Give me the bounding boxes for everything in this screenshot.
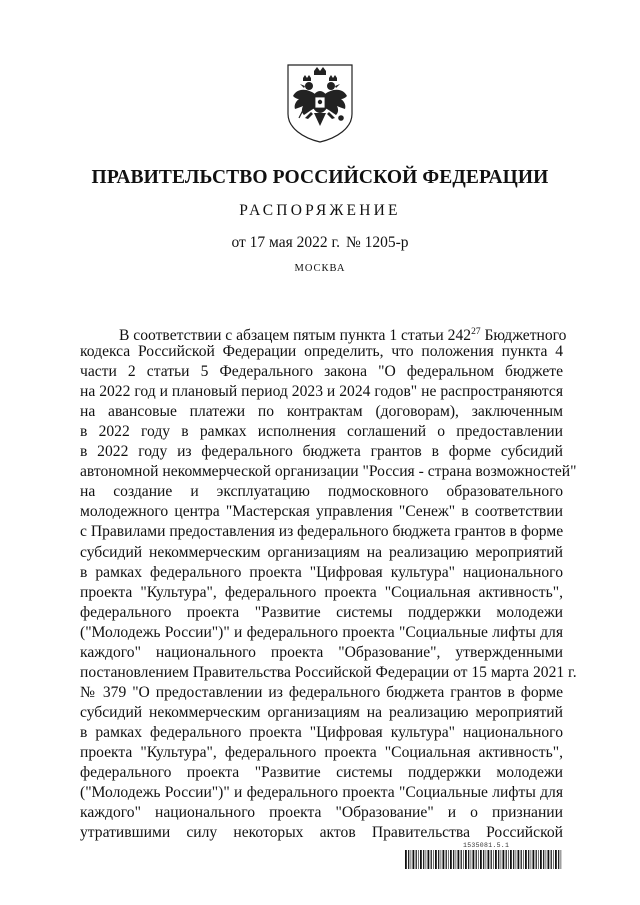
body-line: федерального проекта "Развитие системы поддержки молодежи [80, 764, 563, 782]
body-line: утратившими силу некоторых актов Правительства Российской [80, 824, 563, 842]
barcode-bar [531, 850, 532, 869]
barcode-bar [426, 850, 427, 869]
barcode-bar [478, 850, 479, 869]
barcode-bar [553, 850, 554, 869]
government-title: ПРАВИТЕЛЬСТВО РОССИЙСКОЙ ФЕДЕРАЦИИ [91, 167, 549, 188]
barcode-bar [486, 850, 487, 869]
body-line: постановлением Правительства Российской Федерации от 15 марта 2021 г. [80, 663, 577, 681]
barcode-bar [468, 850, 469, 869]
body-line: каждого" национального проекта "Образование" и о признании [80, 804, 563, 822]
document-type: РАСПОРЯЖЕНИЕ [239, 202, 401, 219]
barcode-bar [491, 850, 492, 869]
barcode-bar [503, 850, 505, 869]
body-line: в рамках федерального проекта "Цифровая культура" национального [80, 723, 563, 741]
barcode-bar [493, 850, 494, 869]
barcode-bar [548, 850, 550, 869]
barcode-bar [521, 850, 522, 869]
barcode-bar [435, 850, 437, 869]
barcode-bar [536, 850, 537, 869]
body-line: автономной некоммерческой организации "Россия - страна возможностей" [80, 463, 577, 481]
barcode-bar [418, 850, 419, 869]
barcode-bar [508, 850, 509, 869]
barcode-bar [448, 850, 449, 869]
barcode-bar [540, 850, 542, 869]
barcode-bar [416, 850, 417, 869]
barcode-bar [528, 850, 529, 869]
body-line: субсидий некоммерческим организациям на реализацию мероприятий [80, 543, 563, 561]
body-line: ("Молодежь России")" и федерального проекта "Социальные лифты для [80, 784, 563, 802]
barcode-bar [465, 850, 467, 869]
body-line: на 2022 год и плановый период 2023 и 2024 годов" не распространяются [80, 383, 563, 401]
barcode-bar [463, 850, 464, 869]
barcode-bar [411, 850, 412, 869]
barcode-bar [476, 850, 477, 869]
barcode-bar [513, 850, 514, 869]
body-line: в 2022 году из федерального бюджета грантов в форме субсидий [80, 443, 563, 461]
barcode-bar [495, 850, 497, 869]
barcode-bar [431, 850, 432, 869]
document-city: МОСКВА [294, 263, 346, 274]
barcode-bar [441, 850, 442, 869]
body-line-1-text-end: Бюджетного [480, 327, 567, 344]
barcode-bar [525, 850, 527, 869]
barcode-bar [450, 850, 452, 869]
barcode-bar [433, 850, 434, 869]
barcode-bar [546, 850, 547, 869]
barcode-bar [471, 850, 472, 869]
body-line-1-text: В соответствии с абзацем пятым пункта 1 статьи 242 [119, 327, 472, 344]
barcode-bar [473, 850, 475, 869]
barcode-bar [461, 850, 462, 869]
coat-of-arms-emblem-icon [285, 62, 355, 144]
body-line: части 2 статьи 5 Федерального закона "О федеральном бюджете [80, 363, 563, 381]
barcode-bar [456, 850, 457, 869]
document-number: № 1205-р [345, 234, 409, 251]
barcode-bar [501, 850, 502, 869]
barcode-bar [533, 850, 535, 869]
document-footer-code: 1535081.5.1 [463, 842, 510, 849]
barcode-bar [483, 850, 484, 869]
barcode-bar [516, 850, 517, 869]
barcode-bar [446, 850, 447, 869]
barcode-bar [510, 850, 512, 869]
body-line: проекта "Культура", федерального проекта "Социальная активность", [80, 743, 563, 761]
barcode-bar [551, 850, 552, 869]
barcode-bar [561, 850, 562, 869]
barcode-bar [480, 850, 482, 869]
body-line: на создание и эксплуатацию подмосковного образовательного [80, 483, 563, 501]
barcode-bar [405, 850, 407, 869]
barcode-bar [443, 850, 445, 869]
barcode-bar [458, 850, 460, 869]
document-date-line [0, 234, 640, 252]
body-line: ("Молодежь России")" и федерального проекта "Социальные лифты для [80, 623, 563, 641]
barcode-bar [543, 850, 544, 869]
body-line: в 2022 году в рамках исполнения соглашений о предоставлении [80, 423, 563, 441]
body-line: № 379 "О предоставлении из федерального бюджета грантов в форме [80, 683, 563, 701]
body-line: проекта "Культура", федерального проекта "Социальная активность", [80, 583, 563, 601]
document-body [80, 322, 577, 843]
barcode-bar [453, 850, 454, 869]
barcode-bar [488, 850, 490, 869]
body-line: в рамках федерального проекта "Цифровая культура" национального [80, 563, 563, 581]
article-superscript: 27 [471, 327, 481, 337]
body-line: молодежного центра "Мастерская управления "Сенеж" в соответствии [80, 503, 563, 521]
body-line: субсидий некоммерческим организациям на реализацию мероприятий [80, 703, 563, 721]
barcode-bar [428, 850, 430, 869]
document-date: от 17 мая 2022 г. [231, 234, 340, 251]
barcode-bar [423, 850, 424, 869]
body-line: кодекса Российской Федерации определить, что положения пункта 4 [80, 343, 563, 361]
barcode-bar [555, 850, 557, 869]
body-line: федерального проекта "Развитие системы поддержки молодежи [80, 603, 563, 621]
barcode-bar [538, 850, 539, 869]
barcode-bar [413, 850, 415, 869]
barcode-bar [518, 850, 520, 869]
barcode-bar [523, 850, 524, 869]
body-line: с Правилами предоставления из федерального бюджета грантов в форме [80, 523, 564, 541]
body-line: каждого" национального проекта "Образование", утвержденными [80, 643, 563, 661]
barcode-bar [506, 850, 507, 869]
barcode-bar [558, 850, 559, 869]
body-line: на авансовые платежи по контрактам (договорам), заключенным [80, 403, 563, 421]
barcode-bar [420, 850, 422, 869]
barcode-icon [405, 850, 562, 869]
barcode-bar [498, 850, 499, 869]
body-line [80, 322, 567, 344]
barcode-bar [438, 850, 439, 869]
barcode-bar [408, 850, 409, 869]
